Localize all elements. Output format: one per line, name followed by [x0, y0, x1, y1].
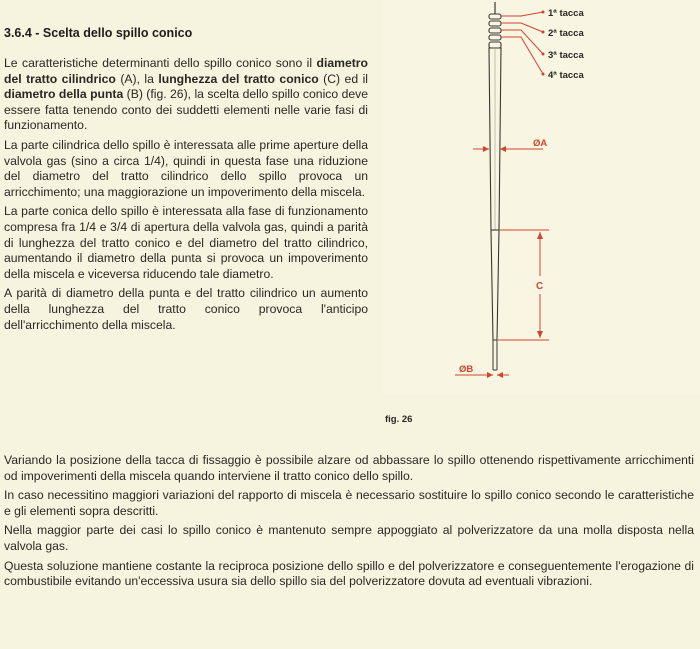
needle-conical-section	[491, 230, 499, 340]
p1-text-4: (B) (fig. 26), la scelta dello spillo conico deve essere fatta tenendo conto dei suddetti elementi nelle varie fasi di funzionamento.	[4, 87, 368, 133]
p1-bold-conical-length: lunghezza del tratto conico	[158, 71, 319, 86]
diameter-a-label: ØA	[533, 138, 548, 149]
figure-caption: fig. 26	[385, 414, 413, 425]
p1-text-2: (A), la	[115, 71, 159, 86]
section-heading: 3.6.4 - Scelta dello spillo conico	[4, 26, 193, 40]
notch-2-label: 2ª tacca	[548, 28, 584, 39]
text-column	[4, 56, 368, 337]
notch-4-label: 4ª tacca	[548, 70, 584, 81]
length-c-label: C	[536, 281, 544, 292]
p1-text-3: (C) ed il	[318, 71, 368, 86]
paragraph-4: A parità di diametro della punta e del tratto cilindrico un aumento della lunghezza del tratto conico provoca l'anticipo dell'arricchimento della miscela.	[4, 286, 368, 332]
paragraph-8: Questa soluzione mantiene costante la reciproca posizione dello spillo e del polverizzatore e conseguentemente l'erogazione di combustibile evitando un'eccessiva usura sia dello spillo sia del polverizzatore dovuta ad eventuali vibrazioni.	[4, 558, 694, 589]
needle-diagram	[383, 0, 700, 394]
full-width-text	[4, 453, 694, 594]
figure-panel	[383, 0, 700, 394]
notch-1-label: 1ª tacca	[548, 8, 584, 19]
notch-leaders	[501, 12, 543, 74]
p1-text-1: Le caratteristiche determinanti dello spillo conico sono il	[4, 56, 317, 70]
paragraph-3: La parte conica dello spillo è interessata alla fase di funzionamento compresa fra 1/4 e 3/4 di apertura della valvola gas, quindi a parità di lunghezza del tratto conico e del diametro del tratto cilindrico, aumentando il diametro della punta si provoca un impoverimento della miscela e viceversa riducendo tale diametro.	[4, 204, 368, 281]
paragraph-6: In caso necessitino maggiori variazioni del rapporto di miscela è necessario sostituire lo spillo conico secondo le caratteristiche e gli elementi sopra descritti.	[4, 488, 694, 518]
notch-3-label: 3ª tacca	[548, 50, 584, 61]
paragraph-5: Variando la posizione della tacca di fissaggio è possibile alzare od abbassare lo spillo ottenendo rispettivamente arricchimenti od impoverimenti della miscela quando interviene il tratto conico dello spillo.	[4, 453, 694, 483]
needle-notches	[489, 14, 501, 48]
p1-bold-tip-diameter: diametro della punta	[4, 87, 124, 102]
diameter-b-label: ØB	[459, 364, 474, 375]
p1-bold-cylindrical-diameter: diametro del tratto cilindrico	[4, 56, 368, 86]
paragraph-7: Nella maggior parte dei casi lo spillo conico è mantenuto sempre appoggiato al polverizzatore da una molla disposta nella valvola gas.	[4, 523, 694, 553]
paragraph-2: La parte cilindrica dello spillo è interessata alle prime aperture della valvola gas (sino a circa 1/4), quindi in questa fase una riduzione del diametro del tratto cilindrico dello spillo provoca un arricchimento; una maggiorazione un impoverimento della miscela.	[4, 137, 368, 199]
paragraph-1	[4, 56, 368, 134]
